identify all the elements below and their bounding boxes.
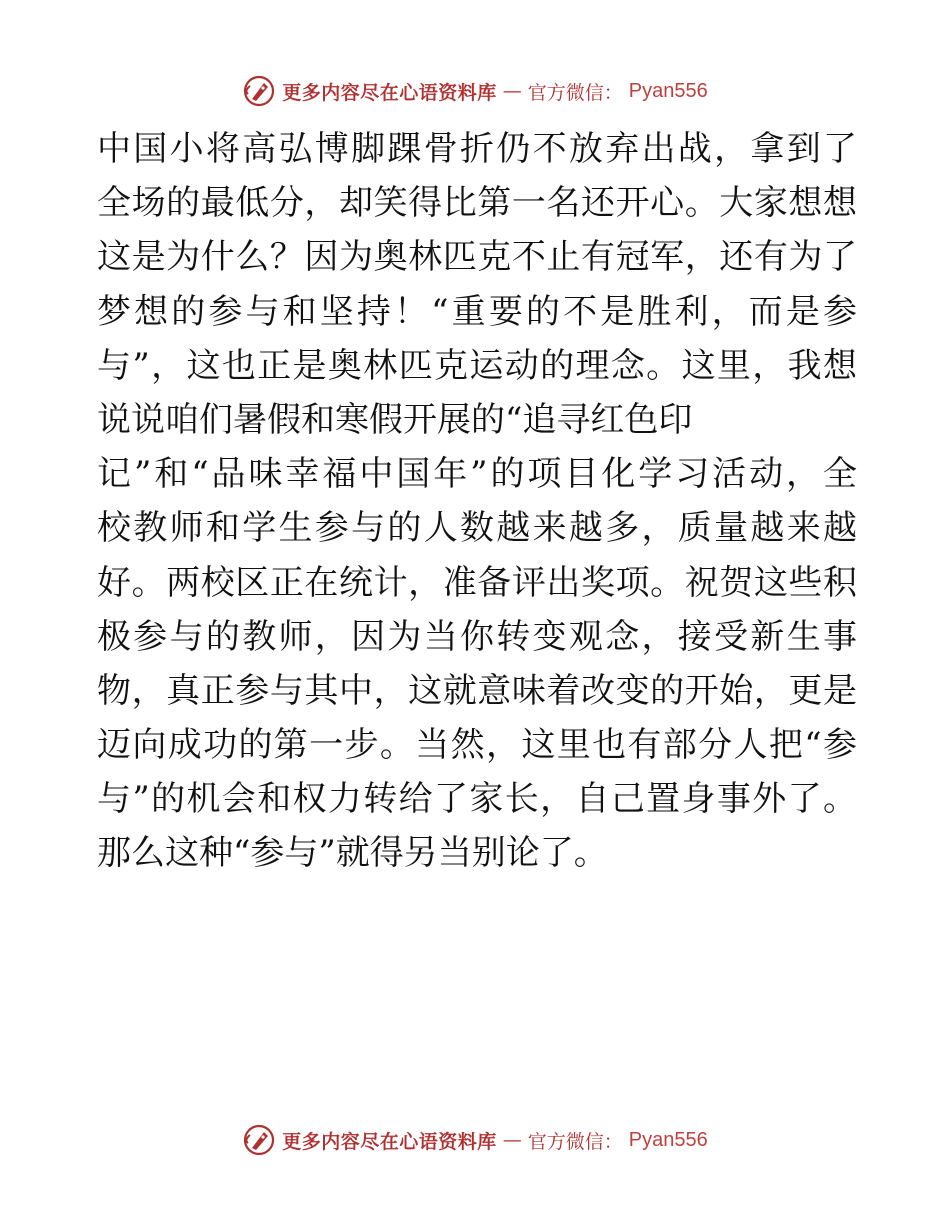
banner-wechat-id: Pyan556 [628,1128,708,1151]
body-line: 极参与的教师，因为当你转变观念，接受新生事 [97,616,857,657]
body-line: 迈向成功的第一步。当然，这里也有部分人把“参 [97,725,857,766]
banner-brand-text: 更多内容尽在心语资料库 [282,1130,497,1153]
banner-separator: — [502,80,522,102]
body-line: 梦想的参与和坚持！“重要的不是胜利，而是参 [97,291,857,332]
body-line: 与”，这也正是奥林匹克运动的理念。这里，我想 [97,345,857,386]
body-line: 好。两校区正在统计，准备评出奖项。祝贺这些积 [97,562,857,603]
pen-nib-logo-icon [242,1123,276,1157]
body-line: 说说咱们暑假和寒假开展的“追寻红色印 [97,399,693,440]
document-body [97,122,857,881]
body-line: 全场的最低分，却笑得比第一名还开心。大家想想 [97,183,857,224]
banner-wechat-label: 官方微信： [527,81,623,104]
banner-separator: — [502,1129,522,1151]
pen-nib-logo-icon [242,74,276,108]
body-line: 那么这种“参与”就得另当别论了。 [97,833,608,874]
footer-banner [0,1120,950,1160]
body-line: 记”和“品味幸福中国年”的项目化学习活动，全 [97,454,857,495]
header-banner [0,71,950,111]
banner-wechat-id: Pyan556 [628,79,708,102]
body-line: 物，真正参与其中，这就意味着改变的开始，更是 [97,670,857,711]
banner-wechat-label: 官方微信： [527,1130,623,1153]
body-line: 校教师和学生参与的人数越来越多，质量越来越 [97,508,857,549]
body-line: 与”的机会和权力转给了家长，自己置身事外了。 [97,779,857,820]
body-line: 这是为什么？因为奥林匹克不止有冠军，还有为了 [97,237,857,278]
banner-brand-text: 更多内容尽在心语资料库 [282,81,497,104]
body-line: 中国小将高弘博脚踝骨折仍不放弃出战，拿到了 [97,129,857,169]
